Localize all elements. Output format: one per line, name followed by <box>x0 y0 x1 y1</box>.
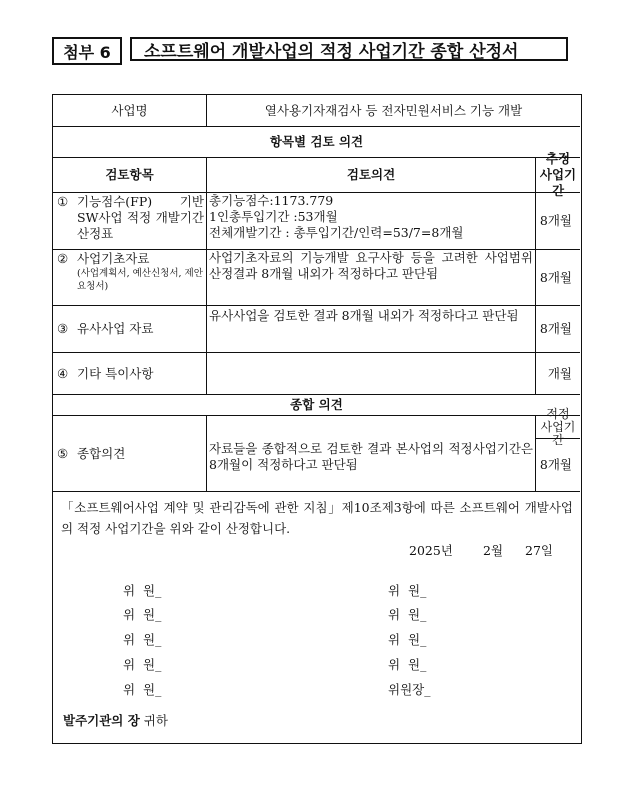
project-label: 사업명 <box>111 102 148 118</box>
sig-right-4: 위 원_ <box>388 657 427 672</box>
rule-overall <box>53 491 580 492</box>
review-row-2-period: 8개월 <box>539 269 572 285</box>
row-number: ② <box>57 251 69 266</box>
date-month: 2월 <box>483 543 504 558</box>
review-row-1-opinion: 총기능점수:1173.779 1인총투입기간 :53개월 전체개발기간 : 총투입기간/인력=53/7=8개월 <box>209 193 464 240</box>
col-opinion-header: 검토의견 <box>346 167 396 182</box>
row-item-label: 기타 특이사항 <box>77 365 154 381</box>
review-row-1-period: 8개월 <box>539 213 572 228</box>
date-day: 27일 <box>525 543 553 558</box>
sig-left-4: 위 원_ <box>123 657 162 672</box>
row-number: ⑤ <box>57 445 69 461</box>
review-row-3-item <box>57 306 204 352</box>
review-row-1-item <box>57 194 204 248</box>
row-number: ③ <box>57 321 69 336</box>
date-year: 2025년 <box>409 543 453 558</box>
addressee-name: 발주기관의 장 <box>63 713 140 728</box>
overall-item <box>57 416 204 491</box>
row-number: ① <box>57 194 69 209</box>
sig-left-2: 위 원_ <box>123 607 162 622</box>
overall-period-label: 적정 사업기간 <box>540 406 576 447</box>
sig-left-1: 위 원_ <box>123 583 162 598</box>
overall-period: 8개월 <box>539 457 572 472</box>
document-header <box>52 37 568 63</box>
rule-v-overall-item <box>206 415 207 491</box>
row-item-label: 기능점수(FP) 기반 SW사업 적정 개발기간 산정표 <box>77 194 204 241</box>
review-section-title: 항목별 검토 의견 <box>269 134 364 149</box>
attachment-label: 첨부 6 <box>52 37 122 65</box>
row-item-sub: (사업계획서, 예산신청서, 제안요청서) <box>77 268 203 292</box>
overall-item-label: 종합의견 <box>77 445 126 461</box>
sig-right-1: 위 원_ <box>388 583 427 598</box>
col-item-header: 검토항목 <box>105 167 154 182</box>
review-row-4-opinion <box>209 353 533 394</box>
addressee <box>63 713 283 733</box>
review-row-2-opinion: 사업기초자료의 기능개발 요구사항 등을 고려한 사업범위 산정결과 8개월 내외가 적정하다고 판단됨 <box>209 250 533 281</box>
overall-opinion: 자료들을 종합적으로 검토한 결과 본사업의 적정사업기간은 8개월이 적정하다고 판단됨 <box>209 441 533 472</box>
row-item-label: 사업기초자료 <box>77 251 150 266</box>
col-period-header: 추정 사업기간 <box>539 151 577 198</box>
estimate-form <box>52 94 582 744</box>
sig-left-3: 위 원_ <box>123 632 162 647</box>
review-row-4-period: 개월 <box>547 365 572 381</box>
addressee-suffix: 귀하 <box>143 713 168 728</box>
review-row-2-item <box>57 251 204 303</box>
sig-right-2: 위 원_ <box>388 607 427 622</box>
statement: 「소프트웨어사업 계약 및 관리감독에 관한 지침」제10조제3항에 따른 소프트웨어 개발사업의 적정 사업기간을 위와 같이 산정합니다. <box>61 500 573 536</box>
review-row-3-opinion: 유사사업을 검토한 결과 8개월 내외가 적정하다고 판단됨 <box>209 308 519 323</box>
sig-right-chair: 위원장_ <box>388 682 431 697</box>
sig-left-5: 위 원_ <box>123 682 162 697</box>
sig-right-3: 위 원_ <box>388 632 427 647</box>
review-row-4-item <box>57 353 204 394</box>
project-name: 열사용기자재검사 등 전자민원서비스 기능 개발 <box>264 102 523 118</box>
rule-v-item <box>206 157 207 394</box>
review-row-3-period: 8개월 <box>539 321 572 336</box>
document-title: 소프트웨어 개발사업의 적정 사업기간 종합 산정서 <box>130 37 568 61</box>
row-item-label: 유사사업 자료 <box>77 321 154 336</box>
overall-section-title: 종합 의견 <box>290 397 343 412</box>
row-number: ④ <box>57 365 69 381</box>
